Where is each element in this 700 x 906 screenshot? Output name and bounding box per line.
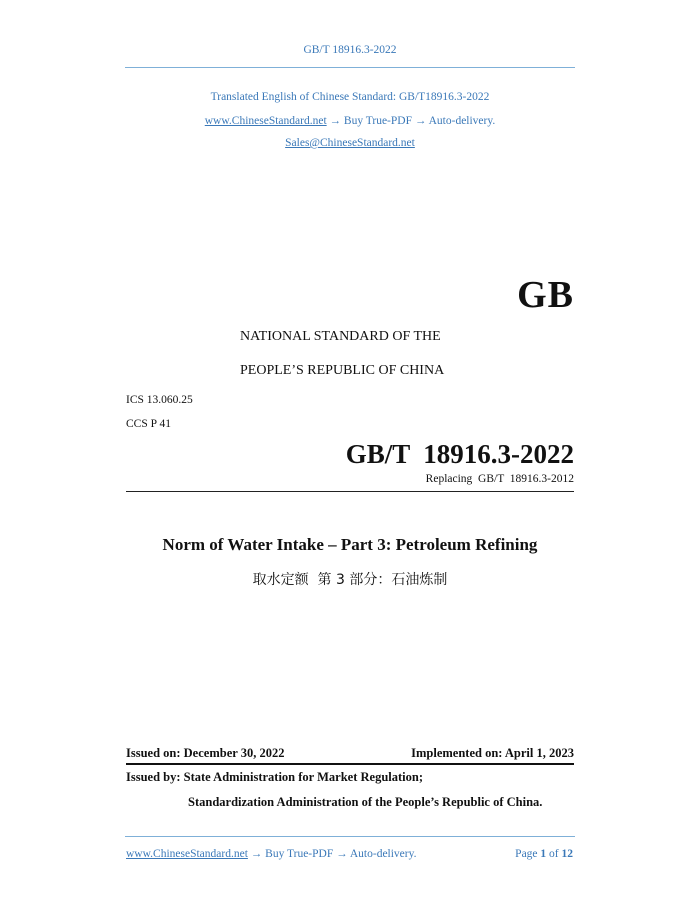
- arrow-right-icon: →: [336, 848, 348, 860]
- standard-divider: [126, 491, 574, 492]
- issued-by: Issued by: State Administration for Market Regulation;: [126, 770, 423, 784]
- page-label: Page: [515, 848, 538, 860]
- title-chinese: 取水定额 第 3 部分：石油炼制: [252, 572, 448, 588]
- of-label: of: [549, 848, 559, 860]
- footer-auto-delivery-text: Auto-delivery.: [349, 848, 417, 860]
- title-english: Norm of Water Intake – Part 3: Petroleum Refining: [162, 535, 538, 554]
- page-total: 12: [561, 848, 573, 860]
- arrow-right-icon: →: [414, 115, 427, 127]
- national-standard-line1: NATIONAL STANDARD OF THE: [240, 329, 441, 344]
- footer-chinesestandard-link[interactable]: www.ChineseStandard.net: [126, 848, 248, 860]
- ics-code: ICS 13.060.25: [126, 394, 193, 406]
- email-row: [0, 137, 700, 149]
- page-number: 1: [540, 848, 547, 860]
- running-header: GB/T 18916.3-2022: [303, 44, 397, 56]
- arrow-right-icon: →: [250, 848, 263, 860]
- footer-buy-true-pdf-text: Buy True-PDF: [265, 848, 334, 860]
- page-indicator: [515, 848, 573, 860]
- buy-true-pdf-text: Buy True-PDF: [343, 115, 412, 127]
- header-divider: [125, 67, 575, 68]
- sales-email-link[interactable]: Sales@ChineseStandard.net: [285, 137, 415, 149]
- ccs-code: CCS P 41: [126, 418, 171, 430]
- footer-divider: [125, 836, 575, 837]
- standard-number: GB/T 18916.3-2022: [345, 439, 574, 469]
- implemented-on: Implemented on: April 1, 2023: [411, 746, 574, 760]
- national-standard-line2: PEOPLE’S REPUBLIC OF CHINA: [240, 363, 445, 378]
- replacing-standard: Replacing GB/T 18916.3-2012: [425, 473, 574, 485]
- footer-links-row: [126, 848, 417, 860]
- dates-divider: [126, 763, 574, 765]
- translation-notice: Translated English of Chinese Standard: GB/T18916.3-2022: [210, 91, 490, 103]
- chinesestandard-link[interactable]: www.ChineseStandard.net: [204, 115, 327, 127]
- auto-delivery-text: Auto-delivery.: [428, 115, 496, 127]
- arrow-right-icon: →: [329, 115, 342, 127]
- gb-mark: GB: [517, 274, 574, 316]
- notice-links-row: [0, 115, 700, 127]
- issued-on: Issued on: December 30, 2022: [126, 746, 285, 760]
- issued-by-second: Standardization Administration of the People’s Republic of China.: [188, 795, 543, 809]
